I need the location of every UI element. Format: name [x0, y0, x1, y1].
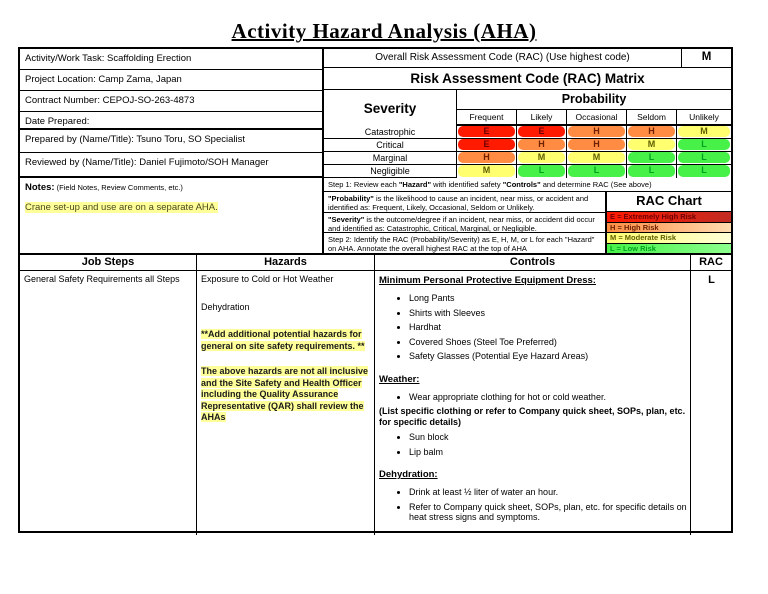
matrix-col-unlikely: Unlikely — [677, 110, 731, 126]
rac-chart-moderate: M = Moderate Risk — [607, 233, 731, 244]
matrix-row-catastrophic: Catastrophic — [324, 126, 457, 139]
matrix-probability-header: Probability — [457, 90, 731, 110]
rac-chart-title: RAC Chart — [607, 192, 731, 212]
list-item: • Shirts with Sleeves — [409, 308, 687, 319]
matrix-cell: E — [517, 126, 567, 139]
list-item: • Covered Shoes (Steel Toe Preferred) — [409, 337, 687, 348]
rac-section — [324, 49, 731, 253]
matrix-cell: L — [627, 165, 677, 178]
header-job-steps: Job Steps — [20, 255, 197, 270]
field-activity-work-task: Activity/Work Task: Scaffolding Erection — [20, 49, 322, 70]
field-reviewed-by: Reviewed by (Name/Title): Daniel Fujimoto/SOH Manager — [20, 153, 322, 178]
page-title — [0, 19, 768, 44]
controls-weather-list — [409, 392, 687, 403]
list-item: • Sun block — [409, 432, 687, 443]
step1-instruction: Step 1: Review each "Hazard" with identified safety "Controls" and determine RAC (See above) — [324, 178, 731, 192]
matrix-cell: L — [677, 165, 731, 178]
matrix-cell: H — [457, 152, 517, 165]
matrix-cell: M — [457, 165, 517, 178]
project-info-column — [20, 49, 324, 253]
matrix-cell: H — [567, 139, 627, 152]
matrix-severity-header: Severity — [324, 90, 457, 126]
matrix-row-marginal: Marginal — [324, 152, 457, 165]
matrix-cell: L — [517, 165, 567, 178]
job-table-header-row — [20, 255, 731, 271]
controls-weather-list-2 — [409, 432, 687, 457]
matrix-cell: L — [677, 152, 731, 165]
controls-cell — [375, 271, 691, 535]
job-table-body-row — [20, 271, 731, 535]
field-contract-number: Contract Number: CEPOJ-SO-263-4873 — [20, 91, 322, 112]
matrix-row-critical: Critical — [324, 139, 457, 152]
page-title-text: Activity Hazard Analysis (AHA) — [231, 19, 537, 43]
field-project-location: Project Location: Camp Zama, Japan — [20, 70, 322, 91]
matrix-cell: L — [627, 152, 677, 165]
field-prepared-by: Prepared by (Name/Title): Tsuno Toru, SO Specialist — [20, 130, 322, 153]
hazard-highlighted-note: **Add additional potential hazards for general on site safety requirements. ** — [201, 329, 365, 351]
overall-rac-value: M — [701, 51, 712, 63]
definitions-column — [324, 192, 607, 253]
list-item: • Drink at least ½ liter of water an hour. — [409, 487, 687, 498]
aha-form-table — [18, 47, 733, 533]
controls-ppe-heading: Minimum Personal Protective Equipment Dress: — [379, 275, 596, 286]
header-hazards: Hazards — [197, 255, 375, 270]
overall-rac-label: Overall Risk Assessment Code (RAC) (Use highest code) — [324, 49, 682, 67]
rac-matrix-title: Risk Assessment Code (RAC) Matrix — [324, 68, 731, 90]
notes-label: Notes: — [25, 182, 55, 193]
matrix-row-negligible: Negligible — [324, 165, 457, 178]
matrix-cell: H — [567, 126, 627, 139]
notes-sublabel: (Field Notes, Review Comments, etc.) — [54, 183, 183, 192]
rac-chart-extremely-high: E = Extremely High Risk — [607, 212, 731, 223]
notes-cell — [20, 178, 322, 253]
rac-chart-high: H = High Risk — [607, 223, 731, 234]
hazard-item: Dehydration — [201, 301, 250, 312]
list-item: • Hardhat — [409, 322, 687, 333]
top-section — [20, 49, 731, 255]
list-item: • Long Pants — [409, 293, 687, 304]
controls-weather-heading: Weather: — [379, 373, 420, 385]
rac-matrix — [324, 90, 731, 178]
matrix-cell: E — [457, 139, 517, 152]
list-item: • Safety Glasses (Potential Eye Hazard Areas) — [409, 351, 687, 362]
matrix-cell: H — [627, 126, 677, 139]
rac-chart — [607, 192, 731, 253]
rac-chart-low: L = Low Risk — [607, 244, 731, 254]
matrix-cell: E — [457, 126, 517, 139]
list-item: • Lip balm — [409, 447, 687, 458]
header-rac: RAC — [699, 256, 723, 268]
matrix-col-likely: Likely — [517, 110, 567, 126]
controls-ppe-list — [409, 293, 687, 362]
matrix-col-frequent: Frequent — [457, 110, 517, 126]
list-item: • Wear appropriate clothing for hot or cold weather. — [409, 392, 687, 403]
controls-dehydration-list — [409, 487, 687, 523]
hazard-highlighted-note: The above hazards are not all inclusive and the Site Safety and Health Officer including the Quality Assurance Representative (QAR) shall review the AHAs — [201, 366, 369, 422]
job-step-cell: General Safety Requirements all Steps — [20, 271, 197, 535]
probability-definition: "Probability" is the likelihood to cause an incident, near miss, or accident and identified as: Frequent, Likely, Occasional, Seldom or Unlikely. — [324, 192, 605, 213]
hazard-item: Exposure to Cold or Hot Weather — [201, 274, 334, 284]
rac-value-cell: L — [708, 274, 715, 286]
controls-weather-note: (List specific clothing or refer to Company quick sheet, SOPs, plan, etc. for specific details) — [379, 406, 686, 427]
list-item: • Refer to Company quick sheet, SOPs, plan, etc. for specific details on heat stress signs and symptoms. — [409, 502, 687, 523]
overall-rac-row — [324, 49, 731, 68]
job-steps-table — [20, 255, 731, 535]
matrix-cell: L — [567, 165, 627, 178]
notes-label-line — [25, 182, 320, 193]
step2-instruction: Step 2: Identify the RAC (Probability/Severity) as E, H, M, or L for each "Hazard" on AHA. Annotate the overall highest RAC at the top of AHA — [328, 235, 595, 253]
hazards-cell — [197, 271, 375, 535]
matrix-cell: L — [677, 139, 731, 152]
matrix-cell: M — [517, 152, 567, 165]
definitions-and-rac-chart — [324, 192, 731, 253]
field-date-prepared: Date Prepared: — [20, 112, 322, 130]
matrix-col-seldom: Seldom — [627, 110, 677, 126]
matrix-cell: M — [677, 126, 731, 139]
severity-definition: "Severity" is the outcome/degree if an incident, near miss, or accident did occur and identified as: Catastrophic, Critical, Marginal, or Negligible. — [324, 213, 605, 233]
controls-dehydration-heading: Dehydration: — [379, 469, 438, 480]
matrix-cell: M — [567, 152, 627, 165]
matrix-cell: H — [517, 139, 567, 152]
matrix-cell: M — [627, 139, 677, 152]
header-controls: Controls — [375, 255, 691, 270]
notes-highlighted-text: Crane set-up and use are on a separate AHA. — [25, 202, 218, 213]
matrix-col-occasional: Occasional — [567, 110, 627, 126]
